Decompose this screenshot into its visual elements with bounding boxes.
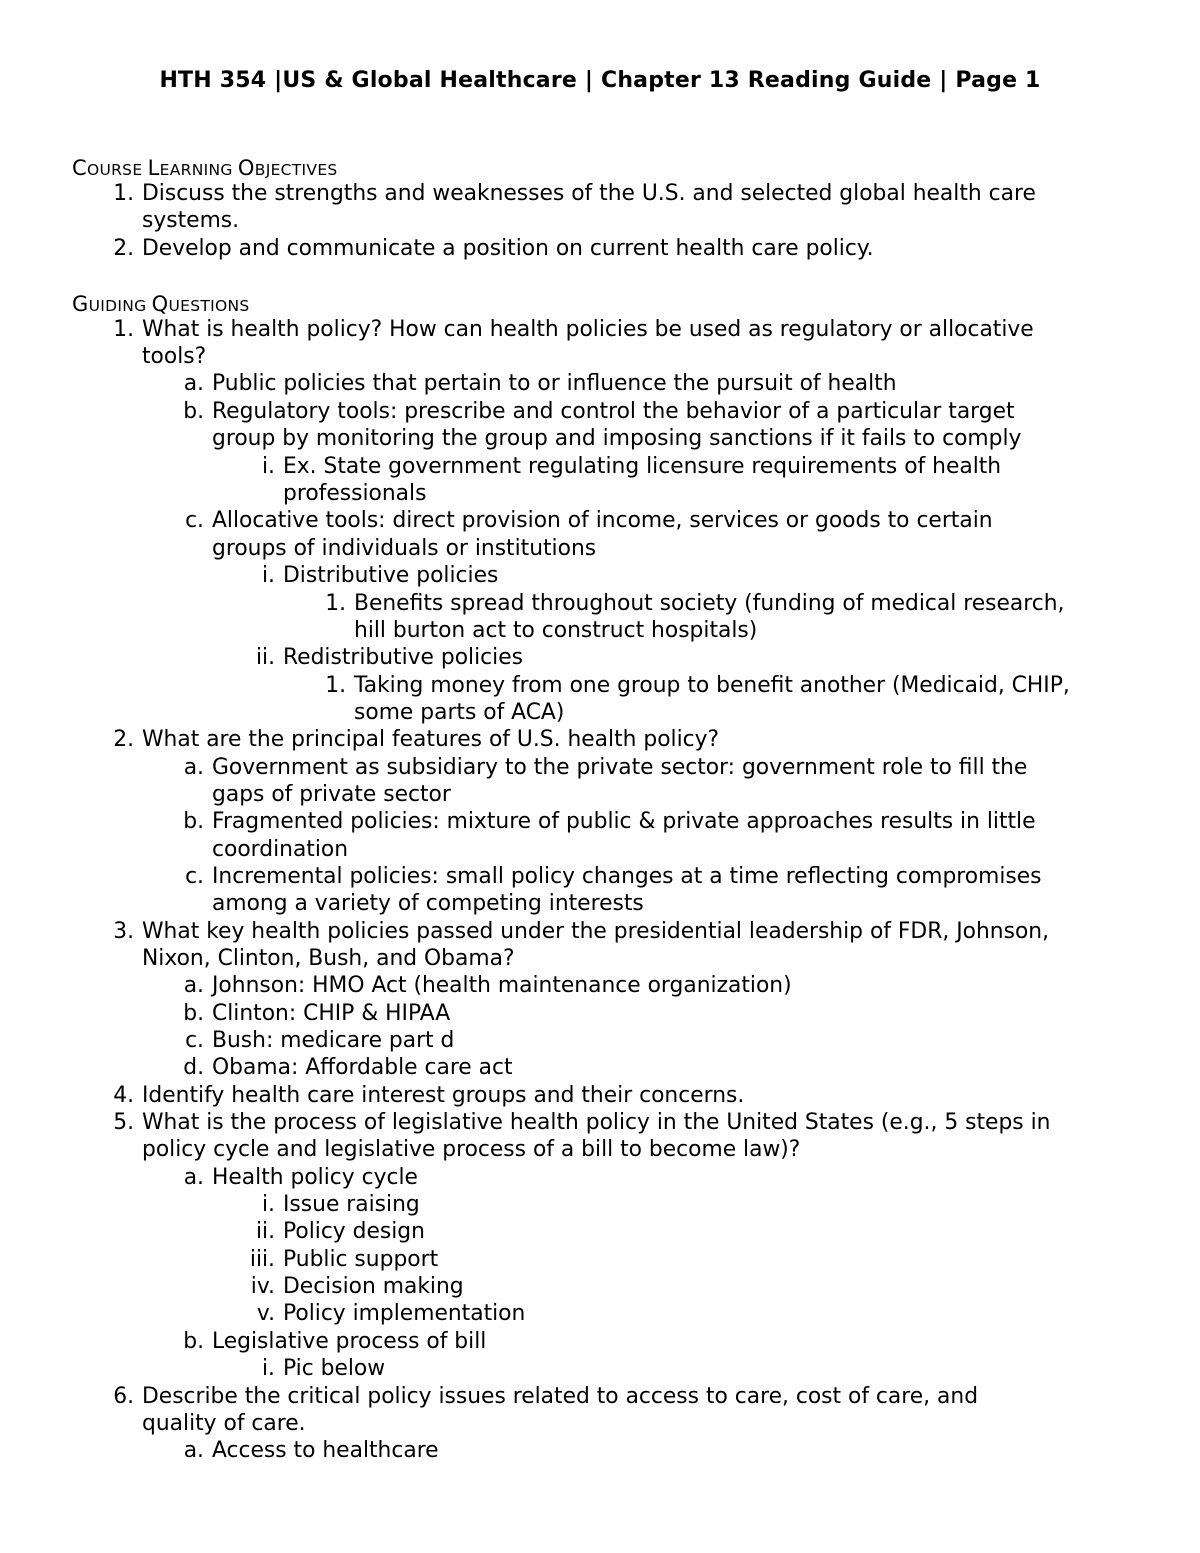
list-marker: a. bbox=[183, 1438, 204, 1463]
line-text: Public policies that pertain to or influence the pursuit of health bbox=[212, 371, 897, 396]
outline-line bbox=[113, 726, 720, 754]
line-text: Allocative tools: direct provision of income, services or goods to certain bbox=[212, 508, 993, 533]
outline-line bbox=[183, 1164, 418, 1192]
line-text: Fragmented policies: mixture of public & private approaches results in little bbox=[212, 809, 1036, 834]
list-marker: ii. bbox=[255, 645, 275, 670]
outline-line bbox=[212, 890, 644, 918]
outline-line bbox=[183, 1000, 451, 1028]
list-marker: iii. bbox=[249, 1247, 275, 1272]
list-marker: a. bbox=[183, 1165, 204, 1190]
line-text: Nixon, Clinton, Bush, and Obama? bbox=[142, 946, 515, 971]
list-marker: c. bbox=[185, 864, 204, 889]
line-text: gaps of private sector bbox=[212, 782, 451, 807]
line-text: hill burton act to construct hospitals) bbox=[354, 618, 758, 643]
line-text: Ex. State government regulating licensure requirements of health bbox=[283, 454, 1002, 479]
line-text: Johnson: HMO Act (health maintenance organization) bbox=[212, 973, 792, 998]
line-text: Government as subsidiary to the private sector: government role to fill the bbox=[212, 755, 1028, 780]
outline-line bbox=[354, 699, 564, 727]
outline-line bbox=[183, 1328, 487, 1356]
list-marker: a. bbox=[183, 973, 204, 998]
line-text: Regulatory tools: prescribe and control the behavior of a particular target bbox=[212, 399, 1015, 424]
list-marker: v. bbox=[256, 1301, 275, 1326]
line-text: Bush: medicare part d bbox=[212, 1028, 455, 1053]
line-text: professionals bbox=[283, 481, 427, 506]
line-text: Distributive policies bbox=[283, 563, 499, 588]
outline-line bbox=[212, 425, 1021, 453]
outline-line bbox=[212, 781, 451, 809]
outline-line bbox=[142, 1410, 306, 1438]
line-text: Legislative process of bill bbox=[212, 1329, 487, 1354]
outline-line bbox=[262, 453, 1002, 481]
list-marker: b. bbox=[183, 809, 204, 834]
list-marker: 6. bbox=[113, 1384, 134, 1409]
line-text: Public support bbox=[283, 1247, 439, 1272]
list-marker: i. bbox=[262, 454, 275, 479]
line-text: Pic below bbox=[283, 1356, 386, 1381]
line-text: Access to healthcare bbox=[212, 1438, 439, 1463]
line-text: Issue raising bbox=[283, 1192, 420, 1217]
outline-line bbox=[262, 1355, 386, 1383]
outline-line bbox=[283, 480, 426, 508]
list-marker: 1. bbox=[325, 591, 346, 616]
outline-line bbox=[142, 945, 515, 973]
outline-line bbox=[183, 808, 1036, 836]
outline-line bbox=[142, 1136, 800, 1164]
line-text: Benefits spread throughout society (funding of medical research, bbox=[354, 591, 1065, 616]
section-title-objectives: COURSE LEARNING OBJECTIVES bbox=[72, 156, 338, 180]
line-text: Discuss the strengths and weaknesses of the U.S. and selected global health care bbox=[142, 181, 1036, 206]
outline-line bbox=[212, 836, 348, 864]
outline-line bbox=[255, 644, 523, 672]
line-text: Incremental policies: small policy changes at a time reflecting compromises bbox=[212, 864, 1042, 889]
outline-line bbox=[354, 617, 757, 645]
outline-line bbox=[325, 672, 1070, 700]
outline-line bbox=[262, 562, 499, 590]
outline-line bbox=[183, 398, 1015, 426]
line-text: quality of care. bbox=[142, 1411, 306, 1436]
outline-line bbox=[183, 972, 792, 1000]
list-marker: b. bbox=[183, 399, 204, 424]
line-text: Describe the critical policy issues related to access to care, cost of care, and bbox=[142, 1384, 979, 1409]
line-text: Clinton: CHIP & HIPAA bbox=[212, 1001, 451, 1026]
list-marker: iv. bbox=[250, 1274, 275, 1299]
outline-line bbox=[183, 754, 1028, 782]
outline-line bbox=[113, 316, 1034, 344]
outline-line bbox=[183, 370, 897, 398]
list-marker: i. bbox=[262, 1192, 275, 1217]
list-marker: 4. bbox=[113, 1083, 134, 1108]
line-text: What is the process of legislative health policy in the United States (e.g., 5 steps in bbox=[142, 1110, 1051, 1135]
outline-line bbox=[325, 590, 1065, 618]
outline-line bbox=[255, 1218, 425, 1246]
list-marker: b. bbox=[183, 1001, 204, 1026]
list-marker: b. bbox=[183, 1329, 204, 1354]
list-marker: a. bbox=[183, 755, 204, 780]
outline-line bbox=[212, 535, 596, 563]
outline-line bbox=[183, 1054, 513, 1082]
list-marker: 1. bbox=[113, 317, 134, 342]
list-marker: d. bbox=[183, 1055, 204, 1080]
line-text: What are the principal features of U.S. health policy? bbox=[142, 727, 720, 752]
line-text: Redistributive policies bbox=[283, 645, 523, 670]
line-text: Obama: Affordable care act bbox=[212, 1055, 513, 1080]
line-text: Policy design bbox=[283, 1219, 425, 1244]
outline-line bbox=[185, 507, 993, 535]
section-title-guiding-questions: GUIDING QUESTIONS bbox=[72, 292, 250, 316]
line-text: Taking money from one group to benefit another (Medicaid, CHIP, bbox=[354, 673, 1070, 698]
line-text: some parts of ACA) bbox=[354, 700, 565, 725]
list-marker: i. bbox=[262, 563, 275, 588]
list-marker: ii. bbox=[255, 1219, 275, 1244]
outline-line bbox=[185, 1027, 455, 1055]
outline-line bbox=[113, 235, 874, 263]
outline-line bbox=[113, 918, 1050, 946]
outline-line bbox=[142, 207, 239, 235]
line-text: Identify health care interest groups and their concerns. bbox=[142, 1083, 745, 1108]
outline-line bbox=[113, 1082, 745, 1110]
list-marker: 2. bbox=[113, 727, 134, 752]
list-marker: i. bbox=[262, 1356, 275, 1381]
list-marker: 2. bbox=[113, 236, 134, 261]
list-marker: 3. bbox=[113, 919, 134, 944]
outline-line bbox=[249, 1246, 439, 1274]
outline-line bbox=[113, 1383, 979, 1411]
list-marker: 1. bbox=[113, 181, 134, 206]
outline-line bbox=[183, 1437, 439, 1465]
line-text: What key health policies passed under the presidential leadership of FDR, Johnson, bbox=[142, 919, 1050, 944]
line-text: Decision making bbox=[283, 1274, 464, 1299]
line-text: tools? bbox=[142, 344, 207, 369]
outline-line bbox=[142, 343, 206, 371]
line-text: groups of individuals or institutions bbox=[212, 536, 597, 561]
list-marker: 1. bbox=[325, 673, 346, 698]
list-marker: c. bbox=[185, 1028, 204, 1053]
line-text: policy cycle and legislative process of a bill to become law)? bbox=[142, 1137, 801, 1162]
line-text: among a variety of competing interests bbox=[212, 891, 644, 916]
line-text: systems. bbox=[142, 208, 240, 233]
line-text: Health policy cycle bbox=[212, 1165, 418, 1190]
line-text: Develop and communicate a position on current health care policy. bbox=[142, 236, 874, 261]
page-header: HTH 354 |US & Global Healthcare | Chapter 13 Reading Guide | Page 1 bbox=[159, 68, 1041, 93]
list-marker: c. bbox=[185, 508, 204, 533]
line-text: coordination bbox=[212, 837, 349, 862]
outline-line bbox=[262, 1191, 420, 1219]
line-text: Policy implementation bbox=[283, 1301, 526, 1326]
outline-line bbox=[256, 1300, 526, 1328]
line-text: What is health policy? How can health policies be used as regulatory or allocative bbox=[142, 317, 1034, 342]
list-marker: a. bbox=[183, 371, 204, 396]
outline-line bbox=[250, 1273, 464, 1301]
list-marker: 5. bbox=[113, 1110, 134, 1135]
outline-line bbox=[185, 863, 1042, 891]
line-text: group by monitoring the group and imposing sanctions if it fails to comply bbox=[212, 426, 1022, 451]
outline-line bbox=[113, 1109, 1051, 1137]
outline-line bbox=[113, 180, 1036, 208]
